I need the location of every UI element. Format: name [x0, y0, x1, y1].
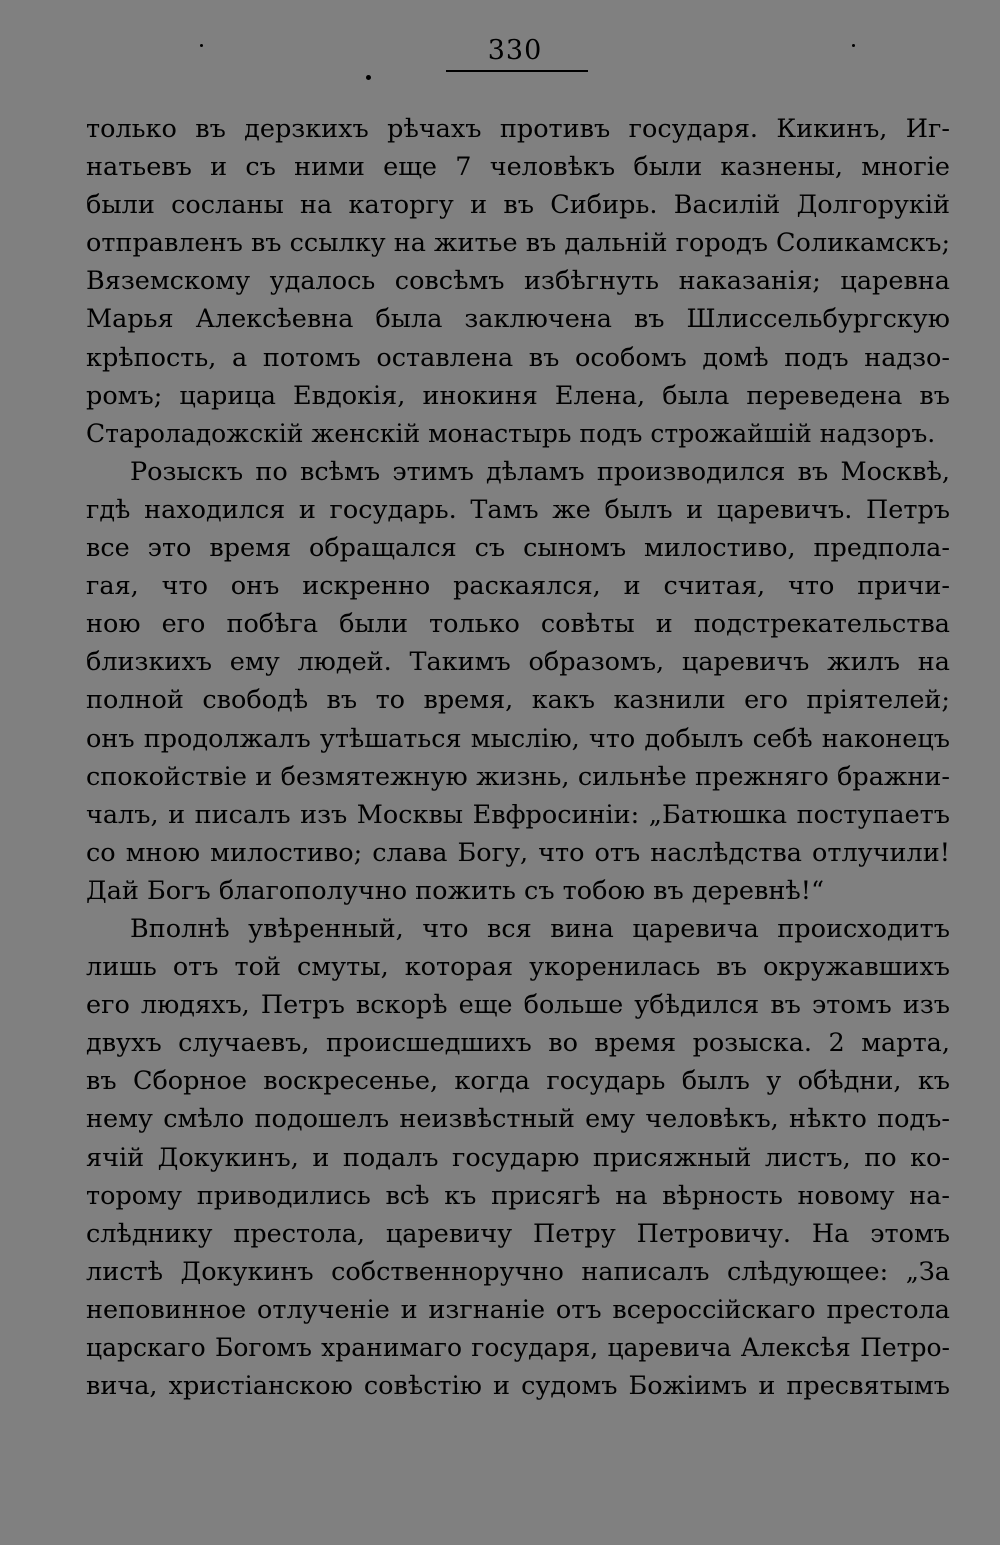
print-speck: [852, 44, 855, 47]
text-line: неповинное отлученіе и изгнаніе отъ всероссійскаго престола: [86, 1294, 950, 1325]
text-line: нему смѣло подошелъ неизвѣстный ему человѣкъ, нѣкто подъ-: [86, 1104, 950, 1135]
text-line: двухъ случаевъ, происшедшихъ во время розыска. 2 марта,: [86, 1028, 950, 1059]
page-number: 330: [487, 35, 543, 66]
text-line: гая, что онъ искренно раскаялся, и считая, что причи-: [86, 571, 950, 602]
text-line: были сосланы на каторгу и въ Сибирь. Василій Долгорукій: [86, 190, 950, 221]
text-line: близкихъ ему людей. Такимъ образомъ, царевичъ жилъ на: [86, 647, 950, 678]
body-text: [86, 110, 950, 1405]
text-line: его людяхъ, Петръ вскорѣ еще больше убѣдился въ этомъ изъ: [86, 990, 950, 1021]
paragraph-first-line: Вполнѣ увѣренный, что вся вина царевича происходитъ: [130, 913, 950, 944]
print-speck: [200, 44, 203, 47]
text-line: натьевъ и съ ними еще 7 человѣкъ были казнены, многіе: [86, 152, 950, 183]
text-line: Марья Алексѣевна была заключена въ Шлиссельбургскую: [86, 304, 950, 335]
text-line: полной свободѣ въ то время, какъ казнили его пріятелей;: [86, 685, 950, 716]
text-line: чалъ, и писалъ изъ Москвы Евфросиніи: „Батюшка поступаетъ: [86, 799, 950, 830]
text-line: слѣднику престола, царевичу Петру Петровичу. На этомъ: [86, 1218, 950, 1249]
page-number-rule: [446, 70, 588, 72]
paragraph-first-line: Розыскъ по всѣмъ этимъ дѣламъ производился въ Москвѣ,: [130, 456, 950, 487]
text-line: все это время обращался съ сыномъ милостиво, предпола-: [86, 533, 950, 564]
text-line: листѣ Докукинъ собственноручно написалъ слѣдующее: „За: [86, 1256, 950, 1287]
text-line: Дай Богъ благополучно пожить съ тобою въ деревнѣ!“: [86, 875, 825, 906]
text-line: вича, христіанскою совѣстію и судомъ Божіимъ и пресвятымъ: [86, 1371, 950, 1402]
text-line: крѣпость, а потомъ оставлена въ особомъ домѣ подъ надзо-: [86, 342, 950, 373]
text-line: Вяземскому удалось совсѣмъ избѣгнуть наказанія; царевна: [86, 266, 950, 297]
text-line: спокойствіе и безмятежную жизнь, сильнѣе прежняго бражни-: [86, 761, 950, 792]
text-line: гдѣ находился и государь. Тамъ же былъ и царевичъ. Петръ: [86, 494, 950, 525]
print-speck: [366, 75, 371, 80]
text-line: торому приводились всѣ къ присягѣ на вѣрность новому на-: [86, 1180, 950, 1211]
text-line: лишь отъ той смуты, которая укоренилась въ окружавшихъ: [86, 952, 950, 983]
text-line: онъ продолжалъ утѣшаться мыслію, что добылъ себѣ наконецъ: [86, 723, 950, 754]
text-line: ячій Докукинъ, и подалъ государю присяжный листъ, по ко-: [86, 1142, 950, 1173]
text-line: отправленъ въ ссылку на житье въ дальній городъ Соликамскъ;: [86, 228, 950, 259]
text-line: царскаго Богомъ хранимаго государя, царевича Алексѣя Петро-: [86, 1333, 950, 1362]
text-line: со мною милостиво; слава Богу, что отъ наслѣдства отлучили!: [86, 837, 950, 868]
text-line: ромъ; царица Евдокія, инокиня Елена, была переведена въ: [86, 380, 950, 411]
text-line: только въ дерзкихъ рѣчахъ противъ государя. Кикинъ, Иг-: [86, 114, 950, 144]
text-line: Староладожскій женскій монастырь подъ строжайшій надзоръ.: [86, 418, 936, 448]
text-line: ною его побѣга были только совѣты и подстрекательства: [86, 609, 950, 640]
text-line: въ Сборное воскресенье, когда государь былъ у обѣдни, къ: [86, 1066, 950, 1097]
